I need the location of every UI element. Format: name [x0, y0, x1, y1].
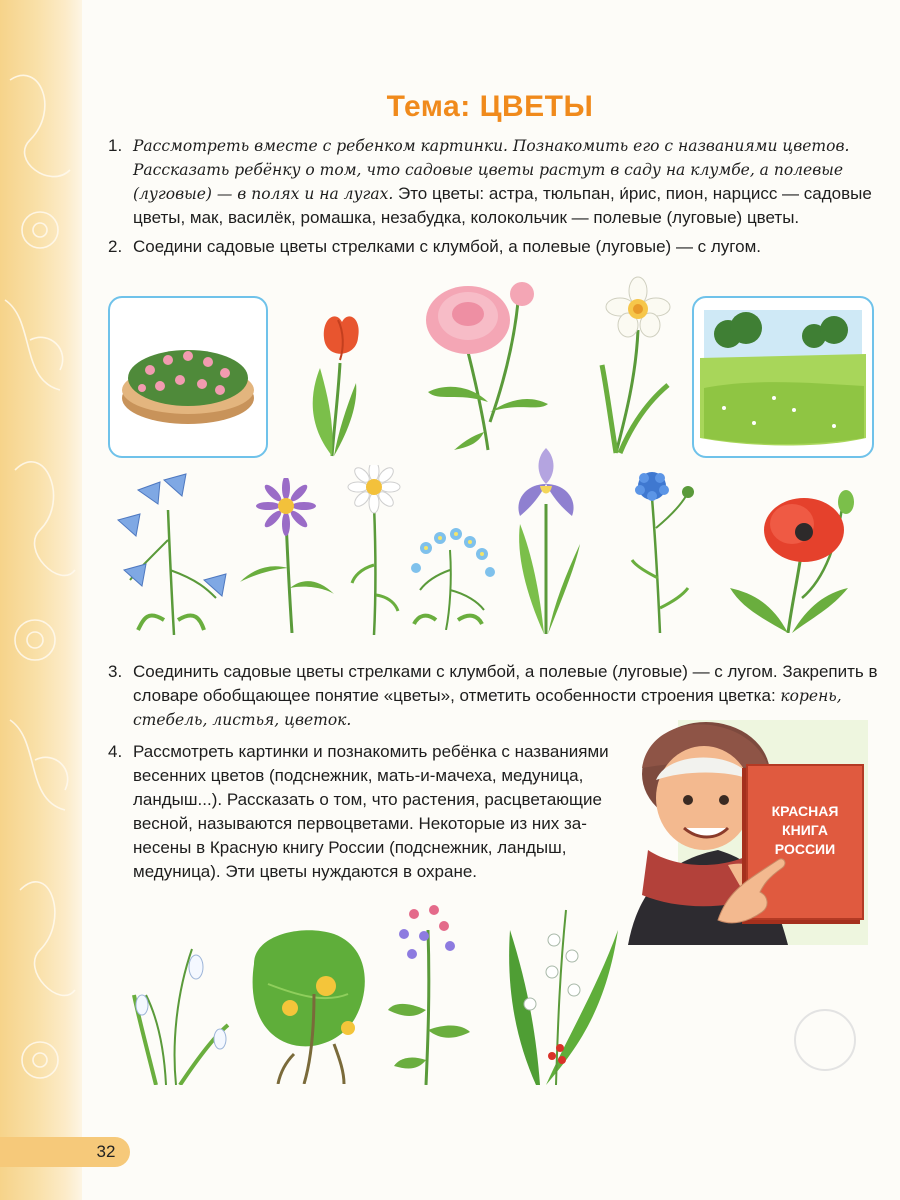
task-text-italic: корень, стебель, листья, цветок.: [133, 687, 842, 729]
task-intro: Рассмотреть вместе с ребенком картинки. Познакомить его с названиями цветов. Рассказать ребёнку о том, что садовые цветы растут в саду на клумбе, а полевые (луговые) — в полях и на лугах.: [133, 137, 850, 203]
page-number: 32: [82, 1137, 130, 1167]
task-text: Соедини садовые цветы стрелками с клумбой, а полевые (луговые) — с лугом.: [133, 237, 761, 256]
task-text: Рассмотреть картинки и познакомить ребёнка с названиями весенних цветов (подснежник, мать-и-мачеха, медуница, ландыш...). Рассказать о том, что растения, расцветающие весной, называются первоцветами. Некоторые из них занесены в Красную книгу России (подснежник, ландыш, медуница). Эти цветы нуждаются в охране.: [133, 742, 609, 881]
page-tab: [0, 1137, 82, 1167]
coltsfoot-icon[interactable]: [244, 924, 374, 1084]
lungwort-icon[interactable]: [384, 900, 474, 1085]
floral-pattern-icon: [0, 0, 82, 1200]
task-number: 3.: [108, 662, 123, 681]
task-text: Соединить садовые цветы стрелками с клумбой, а полевые (луговые) — с лугом. Закрепить в словаре обобщающее понятие «цветы», отметить особенности строения цветка:: [133, 662, 878, 705]
lily-of-the-valley-icon[interactable]: [496, 900, 626, 1085]
peony-icon[interactable]: [418, 272, 568, 452]
decorative-margin: [0, 0, 82, 1200]
book-title-line-2: КНИГА: [782, 822, 828, 838]
task-2: [108, 235, 878, 259]
book-title-line-3: РОССИИ: [774, 841, 836, 857]
task-1: [108, 134, 878, 230]
tulip-icon[interactable]: [300, 308, 370, 458]
iris-icon[interactable]: [506, 444, 586, 634]
meadow-icon: [694, 298, 872, 456]
grandmother-illustration: [628, 720, 868, 945]
cornflower-icon[interactable]: [622, 468, 702, 633]
task-number: 1.: [108, 136, 123, 155]
snowdrop-icon[interactable]: [116, 935, 236, 1085]
task-text: Это цветы: астра, тюльпан, и́рис, пион, нарцисс — садовые цветы, мак, василёк, ромашка, незабудка, колокольчик — полевые (луговые) цветы.: [133, 184, 872, 227]
chamomile-icon[interactable]: [340, 465, 410, 635]
flowerbed-frame[interactable]: [108, 296, 268, 458]
page-title: Тема: ЦВЕТЫ: [386, 90, 594, 123]
poppy-icon[interactable]: [722, 488, 872, 633]
meadow-frame[interactable]: [692, 296, 874, 458]
book-title-line-1: КРАСНАЯ: [771, 803, 839, 819]
task-number: 4.: [108, 742, 123, 761]
forget-me-not-icon[interactable]: [406, 520, 501, 630]
task-4: [108, 740, 628, 884]
pointing-hand-icon: [708, 840, 788, 930]
task-number: 2.: [108, 237, 123, 256]
aster-icon[interactable]: [236, 478, 336, 633]
flowerbed-icon: [110, 298, 266, 456]
faint-circle-icon: [790, 1005, 860, 1075]
narcissus-icon[interactable]: [596, 275, 676, 455]
bellflower-icon[interactable]: [108, 470, 238, 635]
